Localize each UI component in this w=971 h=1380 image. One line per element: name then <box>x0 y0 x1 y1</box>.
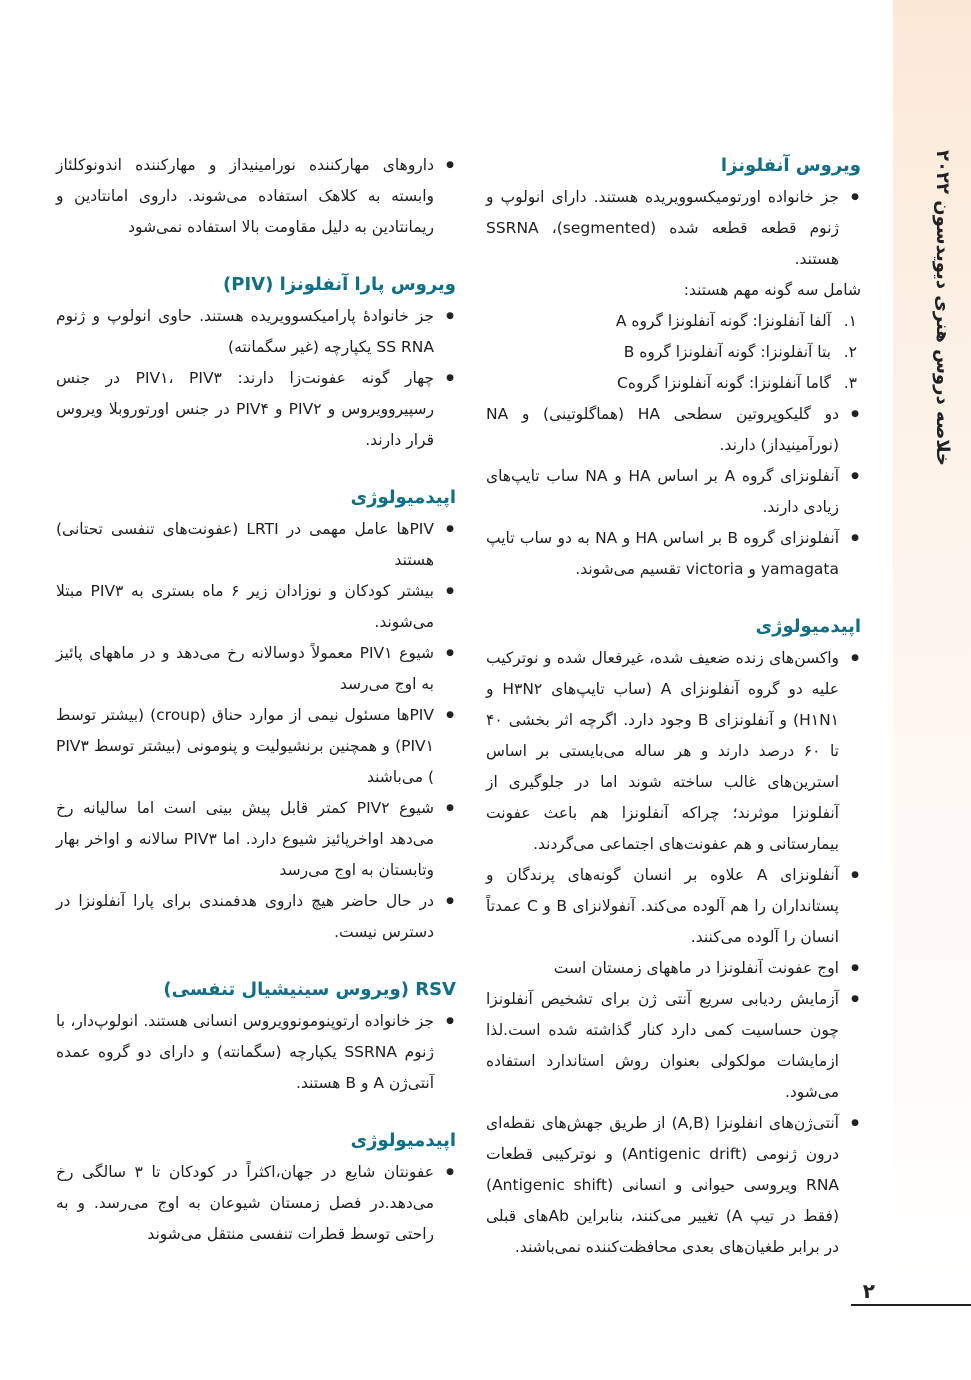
list-item: ● شیوع PIV۲ کمتر قابل پیش بینی است اما سالیانه رخ می‌دهد اواخرپائیز شیوع دارد. اما PIV۳ سالانه و اواخر بهار وتابستان به اوج می‌رسد <box>56 793 456 886</box>
influenza-drug-bullets <box>56 150 456 243</box>
list-item: ● آنفلونزای گروه A بر اساس HA و NA ساب تایپ‌های زیادی دارند. <box>486 461 861 523</box>
influenza-epidemiology-section <box>486 611 861 1263</box>
rsv-epidemiology-bullets <box>56 1157 456 1250</box>
list-item: ● PIVها عامل مهمی در LRTI (عفونت‌های تنفسی تحتانی) هستند <box>56 514 456 576</box>
list-item: ● عفونتان شایع در جهان،اکثراً در کودکان تا ۳ سالگی رخ می‌دهد.در فصل زمستان شیوعان به اوج می‌رسد. و به راحتی توسط قطرات تنفسی منتقل می‌شوند <box>56 1157 456 1250</box>
list-item: ● داروهای مهارکننده نورامینیداز و مهارکننده اندونوکلئاز وابسته به کلاهک استفاده می‌شوند. داروی امانتادین و ریمانتادین به دلیل مقاومت بالا استفاده نمی‌شود <box>56 150 456 243</box>
influenza-types-intro: شامل سه گونه مهم هستند: <box>683 281 861 299</box>
list-item: ۳. گاما آنفلونزا: گونه آنفلونزا گروهC <box>617 374 857 392</box>
rsv-heading: RSV (ویروس سینیشیال تنفسی) <box>163 979 456 1000</box>
running-header-title: خلاصه دروس هنری دیویدسون ۲۰۲۲ <box>932 150 953 466</box>
influenza-bullets <box>486 399 861 585</box>
piv-epidemiology-section <box>56 482 456 948</box>
left-column <box>56 150 456 1276</box>
list-item: ● آنتی‌ژن‌های انفلونزا (A,B) از طریق جهش‌های نقطه‌ای درون ژنومی (Antigenic drift) و نوترکیبی قطعات RNA ویروسی حیوانی و انسانی (Antigenic shift) (فقط در تیپ A) تغییر می‌کنند، بنابراین Abهای قبلی در برابر طغیان‌های بعدی محافظت‌کننده نمی‌باشند. <box>486 1108 861 1263</box>
list-item: ● آنفلونزای A علاوه بر انسان گونه‌های پرندگان و پستانداران را هم آلوده می‌کند. آنفولانزای B و C عمدتاً انسان را آلوده می‌کنند. <box>486 860 861 953</box>
list-item: ● چهار گونه عفونت‌زا دارند: PIV۱، PIV۳ در جنس رسپیروویروس و PIV۲ و PIV۴ در جنس اورتوروبلا ویروس قرار دارند. <box>56 363 456 456</box>
influenza-intro-list <box>486 182 861 275</box>
list-item: ● آنفلونزای گروه B بر اساس HA و NA به دو ساب تایپ yamagata و victoria تقسیم می‌شوند. <box>486 523 861 585</box>
list-item: ● در حال حاضر هیچ داروی هدفمندی برای پارا آنفلونزا در دسترس نیست. <box>56 886 456 948</box>
influenza-epidemiology-heading: اپیدمیولوژی <box>755 616 861 637</box>
list-item: ● آزمایش ردیابی سریع آنتی ژن برای تشخیص آنفلونزا چون حساسیت کمی دارد کنار گذاشته شده است.لذا ازمایشات مولکولی بعنوان روش استاندارد استفاده می‌شود. <box>486 984 861 1108</box>
rsv-epidemiology-section <box>56 1125 456 1250</box>
piv-section <box>56 269 456 456</box>
rsv-epidemiology-heading: اپیدمیولوژی <box>350 1130 456 1151</box>
list-item: ● جز خانواده اورتومیکسوویریده هستند. دارای انولوپ و ژنوم قطعه قطعه شده SSRNA ،(segmented) هستند. <box>486 182 861 275</box>
list-item: ● شیوع PIV۱ معمولاً دوسالانه رخ می‌دهد و در ماههای پائیز به اوج می‌رسد <box>56 638 456 700</box>
rsv-bullets <box>56 1006 456 1099</box>
list-item: ● بیشتر کودکان و نوزادان زیر ۶ ماه بستری به PIV۳ مبتلا می‌شوند. <box>56 576 456 638</box>
influenza-drugs-section <box>56 150 456 243</box>
influenza-section <box>486 150 861 585</box>
piv-epidemiology-bullets <box>56 514 456 948</box>
list-item: ● واکسن‌های زنده ضعیف شده، غیرفعال شده و نوترکیب علیه دو گروه آنفلونزای A (ساب تایپ‌های H۳N۲ و H۱N۱) و آنفلونزای B وجود دارد. اگرچه اثر بخشی ۴۰ تا ۶۰ درصد دارند و هر ساله می‌بایستی بر اساس استرین‌های غالب ساخته شوند اما در جلوگیری از آنفلونزا موثرند؛ چراکه آنفلونزا هم باعث عفونت بیمارستانی و هم عفونت‌های اجتماعی می‌گردند. <box>486 643 861 860</box>
piv-heading: ویروس پارا آنفلونزا (PIV) <box>223 274 456 295</box>
piv-bullets <box>56 301 456 456</box>
page-number: ۲ <box>862 1279 875 1303</box>
list-item: ● جز خانواده ارتوپنومونوویروس انسانی هستند. انولوپ‌دار، با ژنوم SSRNA یکپارچه (سگمانته) و دارای دو گروه عمده آنتی‌ژن A و B هستند. <box>56 1006 456 1099</box>
influenza-epidemiology-bullets <box>486 643 861 1263</box>
rsv-section <box>56 974 456 1099</box>
list-item: ● اوج عفونت آنفلونزا در ماههای زمستان است <box>486 953 861 984</box>
page-number-rule <box>851 1304 971 1306</box>
influenza-heading: ویروس آنفلونزا <box>720 155 861 176</box>
influenza-types-list <box>486 306 861 399</box>
list-item: ● دو گلیکوپروتین سطحی HA (هماگلوتینی) و NA (نورآمینیداز) دارند. <box>486 399 861 461</box>
list-item: ● PIVها مسئول نیمی از موارد حناق (croup) (بیشتر توسط PIV۱) و همچنین برنشیولیت و پنومونی (بیشتر توسط PIV۳ ) می‌باشند <box>56 700 456 793</box>
list-item: ۱. آلفا آنفلونزا: گونه آنفلونزا گروه A <box>615 312 857 330</box>
right-column <box>486 150 861 1289</box>
list-item: ۲. بتا آنفلونزا: گونه آنفلونزا گروه B <box>623 343 857 361</box>
piv-epidemiology-heading: اپیدمیولوژی <box>350 487 456 508</box>
list-item: ● جز خانوادهٔ پارامیکسوویریده هستند. حاوی انولوپ و ژنوم SS RNA یکپارچه (غیر سگمانته) <box>56 301 456 363</box>
